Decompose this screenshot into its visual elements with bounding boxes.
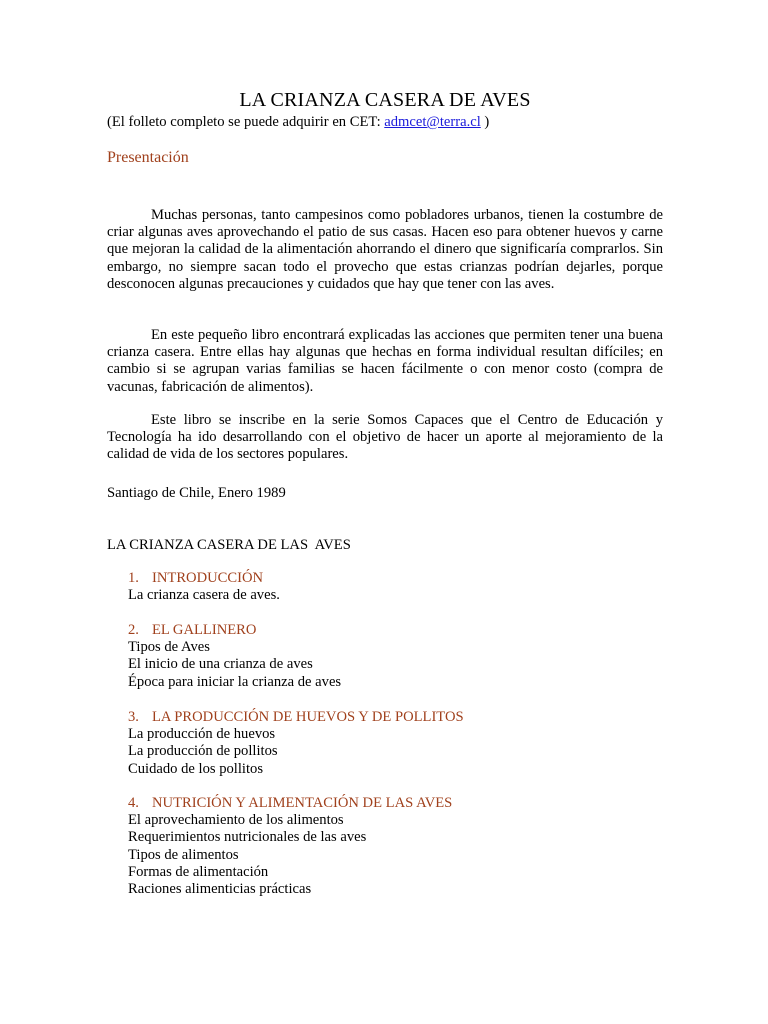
document-title: LA CRIANZA CASERA DE AVES — [239, 89, 531, 111]
toc-title: LA CRIANZA CASERA DE LAS AVES — [107, 537, 351, 553]
toc-item: La producción de huevos — [128, 726, 276, 743]
toc-section — [128, 622, 668, 691]
toc-item: Tipos de Aves — [128, 639, 210, 656]
toc-heading — [128, 709, 668, 726]
toc-item: Época para iniciar la crianza de aves — [128, 673, 342, 690]
toc-number: 3. — [128, 709, 139, 725]
toc-item: Formas de alimentación — [128, 863, 269, 880]
email-link[interactable]: admcet@terra.cl — [384, 114, 481, 130]
toc-item: La crianza casera de aves. — [128, 587, 280, 604]
subtitle-suffix: ) — [480, 114, 490, 130]
toc-heading — [128, 622, 668, 639]
toc-section — [128, 795, 668, 898]
toc-number: 2. — [128, 622, 139, 638]
paragraph: Muchas personas, tanto campesinos como pobladores urbanos, tienen la costumbre de criar algunas aves aprovechando el patio de sus casas. Hacen eso para obtener huevos y carne que mejoran la calidad de la alimentación ahorrando el dinero que significaría comprarlos. Sin embargo, no siempre sacan todo el provecho que estas crianzas podrían dejarles, porque desconocen algunas precauciones y cuidados que hay que tener con las aves. — [107, 207, 663, 292]
toc-number: 4. — [128, 795, 139, 811]
toc-item: Tipos de alimentos — [128, 846, 239, 863]
toc-heading — [128, 795, 668, 812]
toc-item: Raciones alimenticias prácticas — [128, 880, 312, 897]
toc-section — [128, 709, 668, 778]
place-date-signature: Santiago de Chile, Enero 1989 — [107, 485, 286, 501]
subtitle-prefix: (El folleto completo se puede adquirir en CET: — [107, 114, 385, 130]
toc-number: 1. — [128, 570, 139, 586]
toc-item: El aprovechamiento de los alimentos — [128, 812, 344, 829]
toc-item: Requerimientos nutricionales de las aves — [128, 829, 367, 846]
toc-heading — [128, 570, 668, 587]
toc-section — [128, 570, 668, 604]
toc-heading-text: LA PRODUCCIÓN DE HUEVOS Y DE POLLITOS — [152, 709, 464, 725]
toc-item: La producción de pollitos — [128, 743, 278, 760]
toc-item: Cuidado de los pollitos — [128, 760, 263, 777]
paragraph: En este pequeño libro encontrará explicadas las acciones que permiten tener una buena crianza casera. Entre ellas hay algunas que hechas en forma individual resultan difíciles; en cambio si se agrupan varias familias se hacen fácilmente o con menor costo (compra de vacunas, fabricación de alimentos). — [107, 327, 663, 395]
toc-heading-text: INTRODUCCIÓN — [152, 570, 264, 586]
toc-heading-text: EL GALLINERO — [152, 622, 257, 638]
paragraph: Este libro se inscribe en la serie Somos Capaces que el Centro de Educación y Tecnología ha ido desarrollando con el objetivo de hacer un aporte al mejoramiento de la calidad de vida de los sectores populares. — [107, 412, 663, 463]
toc-item: El inicio de una crianza de aves — [128, 656, 313, 673]
section-heading-presentacion: Presentación — [107, 149, 189, 166]
toc-heading-text: NUTRICIÓN Y ALIMENTACIÓN DE LAS AVES — [152, 795, 453, 811]
document-subtitle — [107, 114, 489, 131]
